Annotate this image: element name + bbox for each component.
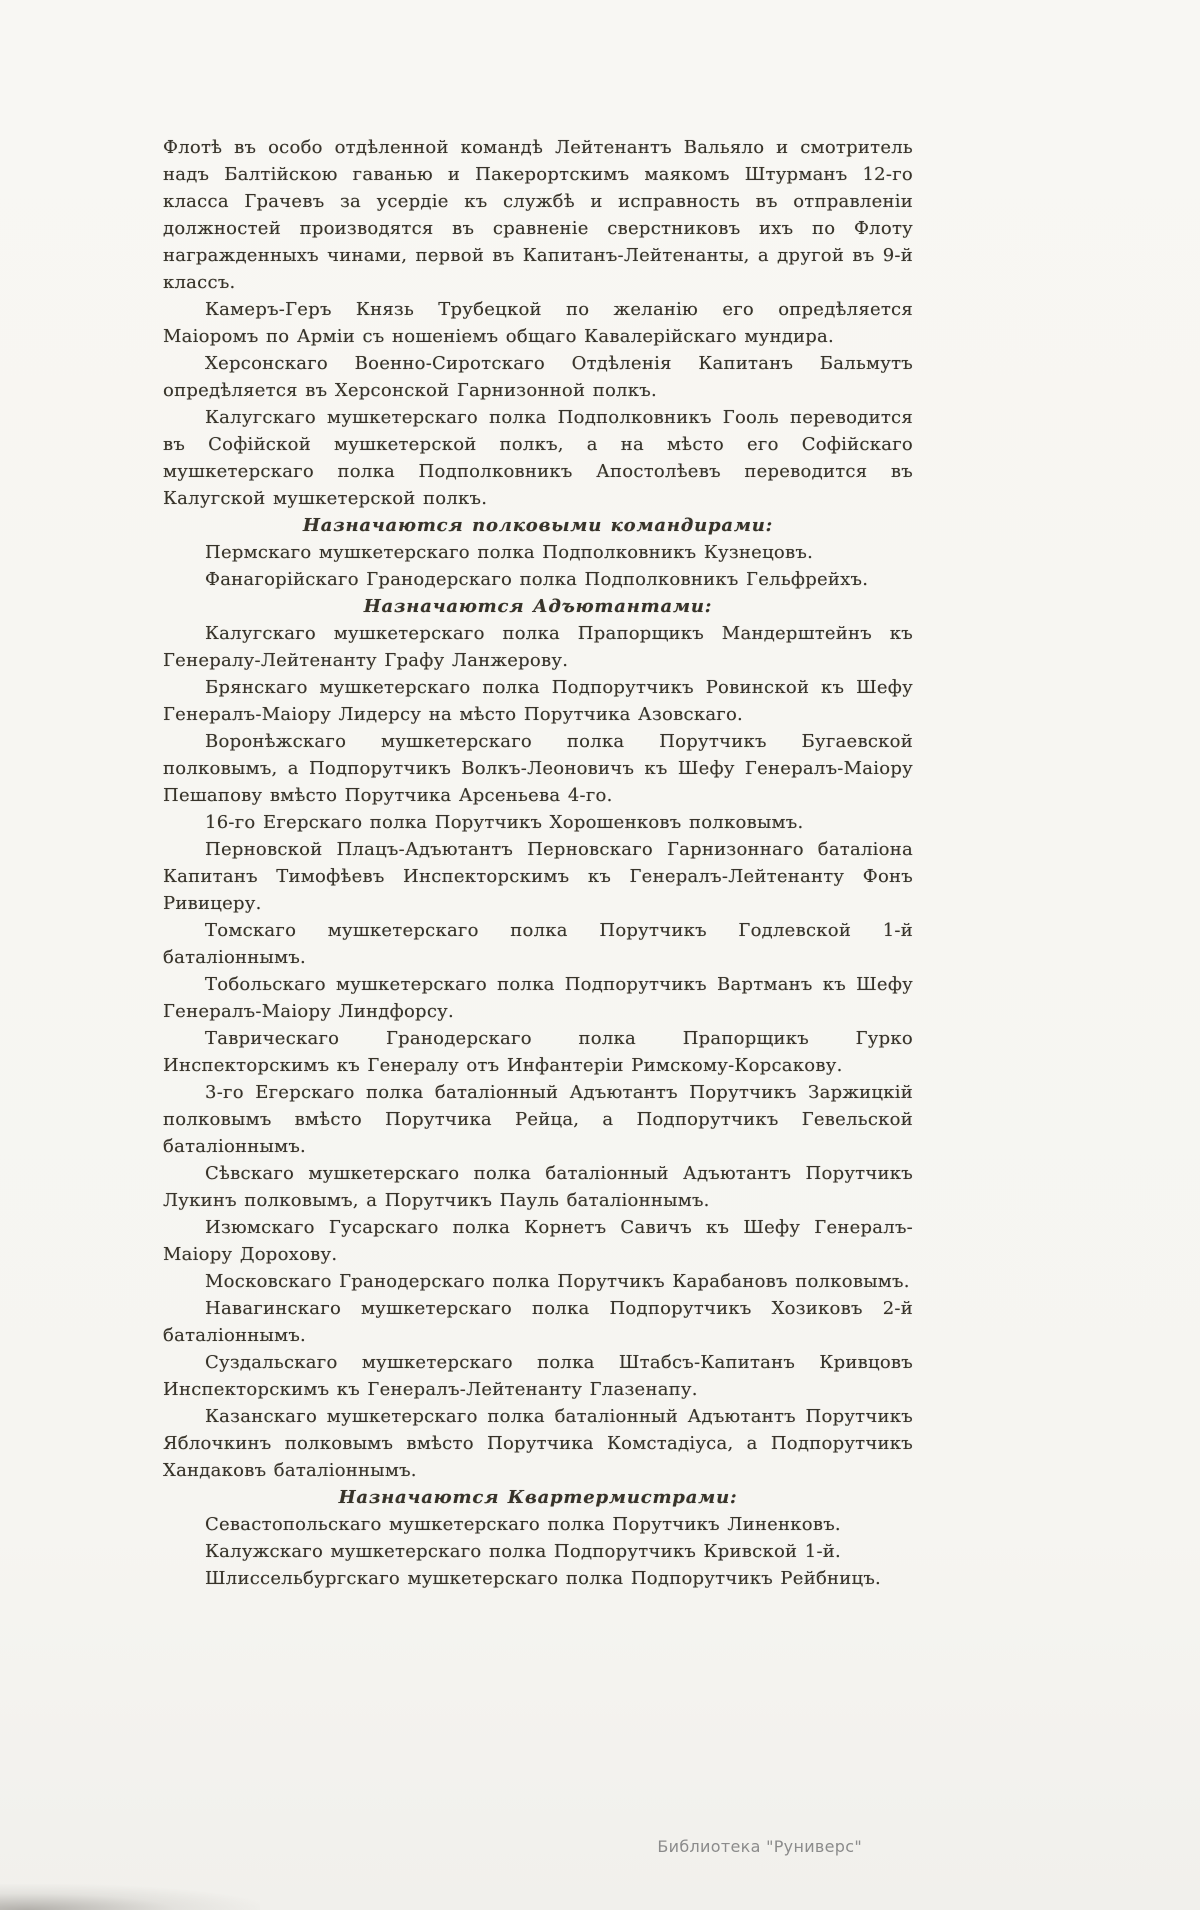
paragraph: Калугскаго мушкетерскаго полка Подполковникъ Гооль переводится въ Софійской мушкетерской полкъ, а на мѣсто его Софійскаго мушкетерскаго полка Подполковникъ Апостолѣевъ переводится въ Калугской мушкетерской полкъ. bbox=[163, 407, 913, 509]
paragraph: Севастопольскаго мушкетерскаго полка Порутчикъ Линенковъ. bbox=[205, 1514, 841, 1535]
paragraph: Фанагорійскаго Гранодерскаго полка Подполковникъ Гельфрейхъ. bbox=[205, 569, 869, 590]
paragraph: Шлиссельбургскаго мушкетерскаго полка Подпорутчикъ Рейбницъ. bbox=[205, 1568, 882, 1589]
paragraph: Таврическаго Гранодерскаго полка Прапорщикъ Гурко Инспекторскимъ къ Генералу отъ Инфантеріи Римскому-Корсакову. bbox=[163, 1028, 913, 1076]
paragraph: Херсонскаго Военно-Сиротскаго Отдѣленія Капитанъ Бальмутъ опредѣляется въ Херсонской Гарнизонной полкъ. bbox=[163, 353, 913, 401]
section-heading: Назначаются Квартермистрами: bbox=[338, 1487, 738, 1508]
paragraph: Калугскаго мушкетерскаго полка Прапорщикъ Мандерштейнъ къ Генералу-Лейтенанту Графу Ланжерову. bbox=[163, 623, 913, 671]
section-heading: Назначаются полковыми командирами: bbox=[302, 515, 774, 536]
paragraph: Калужскаго мушкетерскаго полка Подпорутчикъ Кривской 1-й. bbox=[205, 1541, 841, 1562]
paragraph: Флотѣ въ особо отдѣленной командѣ Лейтенантъ Вальяло и смотритель надъ Балтійскою гаванью и Пакерортскимъ маякомъ Штурманъ 12-го класса Грачевъ за усердіе къ службѣ и исправность въ отправленіи должностей производятся въ сравненіе сверстниковъ ихъ по Флоту награжденныхъ чинами, первой въ Капитанъ-Лейтенанты, а другой въ 9-й классъ. bbox=[163, 137, 913, 293]
document-text-block bbox=[163, 134, 913, 1592]
paragraph: Суздальскаго мушкетерскаго полка Штабсъ-Капитанъ Кривцовъ Инспекторскимъ къ Генералъ-Лейтенанту Глазенапу. bbox=[163, 1352, 913, 1400]
scan-edge-shadow bbox=[0, 1884, 260, 1910]
paragraph: Навагинскаго мушкетерскаго полка Подпорутчикъ Хозиковъ 2-й баталіоннымъ. bbox=[163, 1298, 913, 1346]
paragraph: Изюмскаго Гусарскаго полка Корнетъ Савичъ къ Шефу Генералъ-Маіору Дорохову. bbox=[163, 1217, 913, 1265]
paragraph: Тобольскаго мушкетерскаго полка Подпорутчикъ Вартманъ къ Шефу Генералъ-Маіору Линдфорсу. bbox=[163, 974, 913, 1022]
paragraph: Камеръ-Геръ Князь Трубецкой по желанію его опредѣляется Маіоромъ по Арміи съ ношеніемъ общаго Кавалерійскаго мундира. bbox=[163, 299, 913, 347]
paragraph: Брянскаго мушкетерскаго полка Подпорутчикъ Ровинской къ Шефу Генералъ-Маіору Лидерсу на мѣсто Порутчика Азовскаго. bbox=[163, 677, 913, 725]
paragraph: Перновской Плацъ-Адъютантъ Перновскаго Гарнизоннаго баталіона Капитанъ Тимофѣевъ Инспекторскимъ къ Генералъ-Лейтенанту Фонъ Ривицеру. bbox=[163, 839, 913, 914]
section-heading: Назначаются Адъютантами: bbox=[363, 596, 713, 617]
paragraph: Воронѣжскаго мушкетерскаго полка Порутчикъ Бугаевской полковымъ, а Подпорутчикъ Волкъ-Леоновичъ къ Шефу Генералъ-Маіору Пешапову вмѣсто Порутчика Арсеньева 4-го. bbox=[163, 731, 913, 806]
paragraph: Казанскаго мушкетерскаго полка баталіонный Адъютантъ Порутчикъ Яблочкинъ полковымъ вмѣсто Порутчика Комстадіуса, а Подпорутчикъ Хандаковъ баталіоннымъ. bbox=[163, 1406, 913, 1481]
paragraph: Пермскаго мушкетерскаго полка Подполковникъ Кузнецовъ. bbox=[205, 542, 814, 563]
paragraph: Московскаго Гранодерскаго полка Порутчикъ Карабановъ полковымъ. bbox=[205, 1271, 910, 1292]
paragraph: Сѣвскаго мушкетерскаго полка баталіонный Адъютантъ Порутчикъ Лукинъ полковымъ, а Порутчикъ Пауль баталіоннымъ. bbox=[163, 1163, 913, 1211]
library-watermark: Библиотека "Руниверс" bbox=[657, 1837, 862, 1856]
paragraph: Томскаго мушкетерскаго полка Порутчикъ Годлевской 1-й баталіоннымъ. bbox=[163, 920, 913, 968]
paragraph: 16-го Егерскаго полка Порутчикъ Хорошенковъ полковымъ. bbox=[205, 812, 804, 833]
paragraph: 3-го Егерскаго полка баталіонный Адъютантъ Порутчикъ Заржицкій полковымъ вмѣсто Порутчика Рейца, а Подпорутчикъ Гевельской баталіоннымъ. bbox=[163, 1082, 913, 1157]
